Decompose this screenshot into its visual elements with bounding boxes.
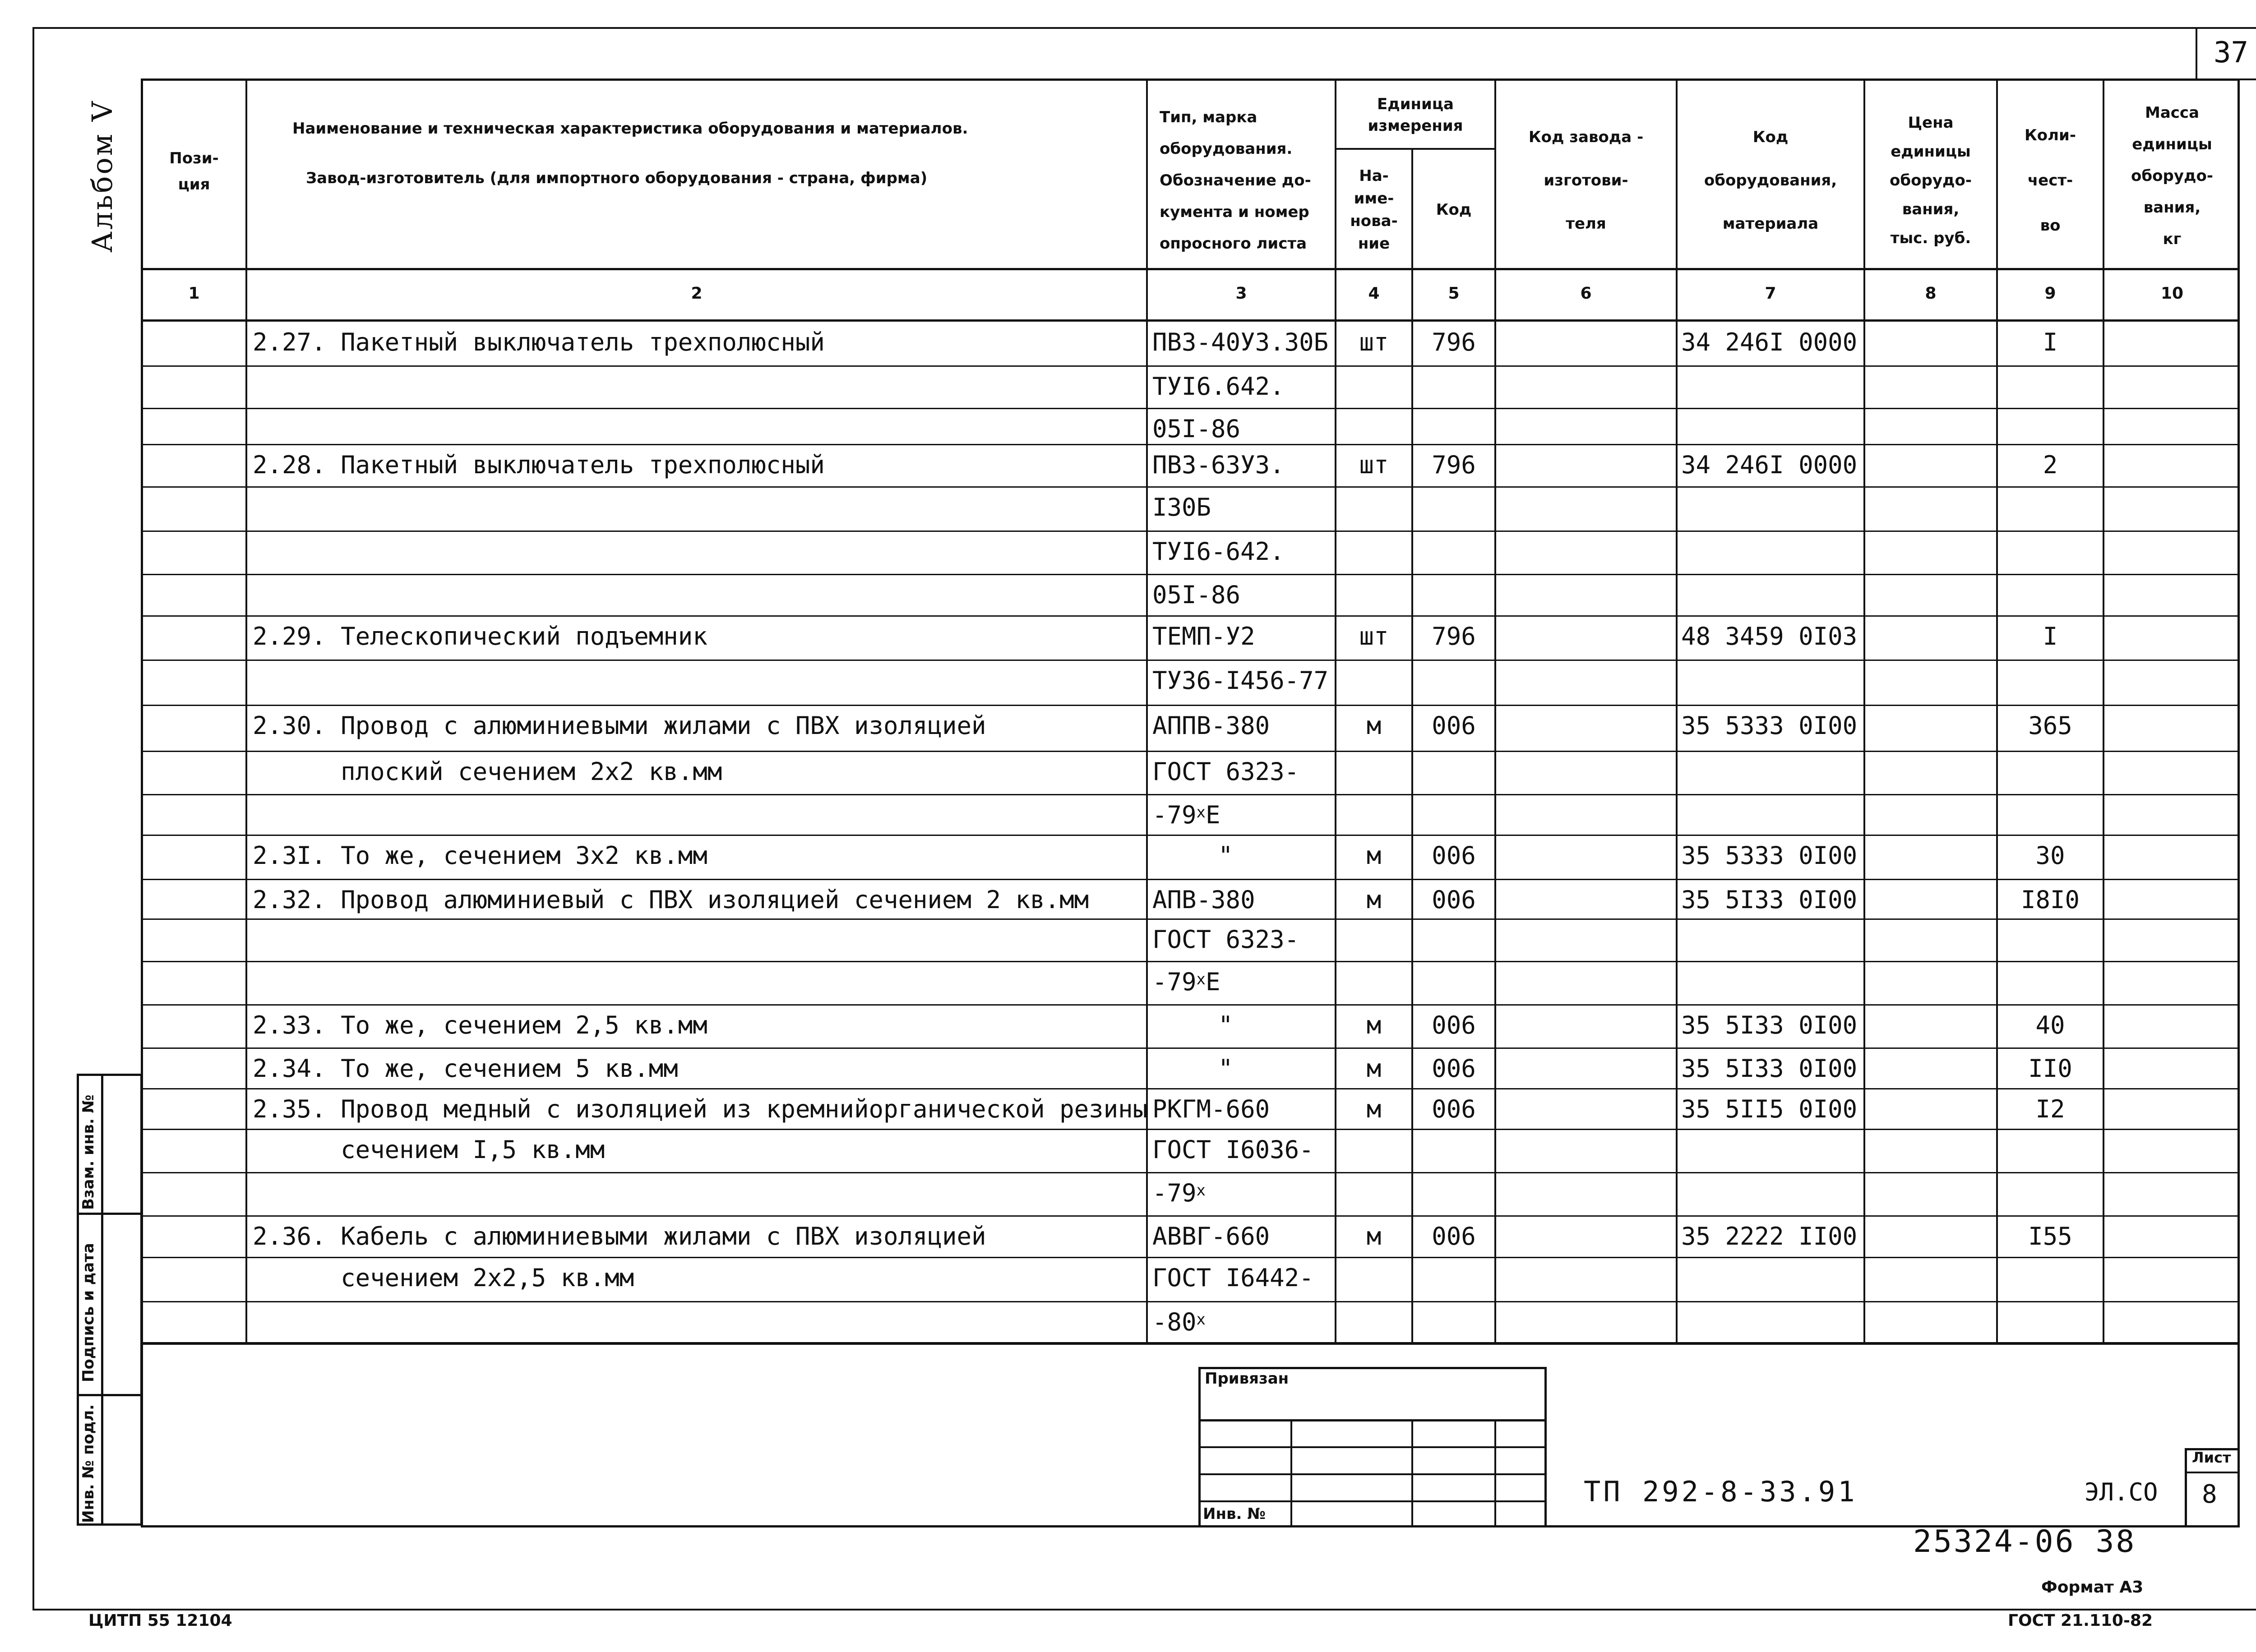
row-name: плоский сечением 2х2 кв.мм <box>253 757 722 786</box>
row-quantity: 365 <box>2028 711 2072 740</box>
row-type-text: " <box>1218 841 1233 870</box>
colnum-2: 2 <box>691 284 703 303</box>
row-unit-code: 796 <box>1432 451 1476 479</box>
row-unit-code: 006 <box>1432 1054 1476 1083</box>
row-unit-code: 796 <box>1432 622 1476 651</box>
row-type-superscript: х <box>1196 1181 1206 1200</box>
row-quantity: 30 <box>2035 841 2065 870</box>
row-name: 2.33. То же, сечением 2,5 кв.мм <box>253 1011 707 1039</box>
row-type <box>1152 665 1328 697</box>
row-type <box>1152 924 1299 955</box>
row-material-code: 35 5333 0I00 <box>1681 841 1858 870</box>
header-unit-name: На- име- нова- ние <box>1350 167 1398 253</box>
row-type <box>1152 1177 1206 1209</box>
col-line-2 <box>1146 78 1148 1344</box>
row-type-superscript: х <box>1196 970 1206 988</box>
list-box-line <box>2185 1472 2240 1473</box>
row-separator <box>141 751 2240 752</box>
row-type <box>1152 966 1220 998</box>
row-type <box>1218 1053 1233 1084</box>
row-unit: м <box>1366 1054 1382 1083</box>
colnum-bottom-line <box>141 319 2240 322</box>
row-unit-code: 006 <box>1432 1011 1476 1039</box>
row-separator <box>141 1215 2240 1217</box>
row-type-text: ПВЗ-63УЗ. <box>1152 451 1285 479</box>
header-quantity: Коли- чест- во <box>2025 126 2076 235</box>
row-type-superscript: х <box>1196 1311 1206 1329</box>
header-unit-code: Код <box>1436 201 1472 219</box>
row-name: 2.36. Кабель с алюминиевыми жилами с ПВХ изоляцией <box>253 1222 986 1251</box>
row-separator <box>141 879 2240 880</box>
row-separator <box>141 615 2240 617</box>
row-type-text: 05I-86 <box>1152 581 1241 609</box>
row-material-code: 35 5I33 0I00 <box>1681 1011 1858 1039</box>
header-price: Цена единицы оборудо- вания, тыс. руб. <box>1890 114 1972 247</box>
row-separator <box>141 1301 2240 1302</box>
page-number: 37 <box>2214 36 2249 69</box>
row-quantity: I <box>2043 622 2058 651</box>
row-material-code: 35 2222 II00 <box>1681 1222 1858 1251</box>
row-type <box>1152 1094 1270 1125</box>
row-separator <box>141 1047 2240 1049</box>
row-type-tail: Е <box>1206 968 1220 996</box>
unit-split-line <box>1335 148 1494 150</box>
row-unit-code: 796 <box>1432 328 1476 356</box>
handwritten-number: 25324-06 38 <box>1913 1524 2136 1560</box>
row-name: 2.3I. То же, сечением 3х2 кв.мм <box>253 841 707 870</box>
row-quantity: I8I0 <box>2020 886 2080 914</box>
row-separator <box>141 1004 2240 1006</box>
row-type-text: ТЕМП-У2 <box>1152 622 1255 651</box>
row-type <box>1152 413 1240 445</box>
row-separator <box>141 408 2240 409</box>
col-line-5 <box>1494 78 1496 1344</box>
row-unit: м <box>1366 1011 1382 1039</box>
row-type <box>1152 799 1220 831</box>
row-name: 2.35. Провод медный с изоляцией из кремнийорганической резины <box>253 1095 1148 1123</box>
row-material-code: 35 5I33 0I00 <box>1681 886 1858 914</box>
row-name: сечением I,5 кв.мм <box>253 1135 605 1164</box>
colnum-1: 1 <box>188 284 200 303</box>
row-unit: м <box>1366 1222 1382 1251</box>
row-type <box>1152 579 1240 611</box>
row-type-text: ГОСТ I6036- <box>1152 1135 1314 1164</box>
row-type <box>1152 756 1299 788</box>
row-type-text: ГОСТ I6442- <box>1152 1264 1314 1292</box>
row-type <box>1152 884 1255 916</box>
colnum-10: 10 <box>2160 284 2184 303</box>
row-type-text: -79 <box>1152 1179 1197 1207</box>
row-type <box>1152 621 1255 652</box>
header-type: Тип, марка оборудования. Обозначение до- кумента и номер опросного листа <box>1160 108 1311 253</box>
row-type-superscript: х <box>1196 803 1206 821</box>
row-type-text: ГОСТ 6323- <box>1152 925 1299 954</box>
row-material-code: 34 246I 0000 <box>1681 328 1858 356</box>
row-separator <box>141 961 2240 962</box>
row-separator <box>141 705 2240 706</box>
row-type <box>1152 710 1270 742</box>
row-unit: м <box>1366 841 1382 870</box>
list-label: Лист <box>2192 1449 2231 1466</box>
doc-code: ТП 292-8-33.91 <box>1584 1475 1858 1508</box>
inv-no-label: Инв. № <box>1203 1505 1266 1523</box>
row-type-text: -80 <box>1152 1308 1197 1336</box>
header-name: Наименование и техническая характеристика оборудования и материалов. Завод-изготовитель (для импортного оборудования - страна, фирма) <box>292 120 968 187</box>
row-separator <box>141 1172 2240 1173</box>
row-material-code: 35 5II5 0I00 <box>1681 1095 1858 1123</box>
side-label-signature: Подпись и дата <box>79 1243 97 1382</box>
row-separator <box>141 918 2240 920</box>
row-type <box>1152 1306 1206 1338</box>
row-unit: шт <box>1359 451 1389 479</box>
row-name: 2.30. Провод с алюминиевыми жилами с ПВХ изоляцией <box>253 711 986 740</box>
row-unit: м <box>1366 886 1382 914</box>
row-unit: м <box>1366 711 1382 740</box>
colnum-8: 8 <box>1925 284 1937 303</box>
format-label: Формат А3 <box>2041 1578 2144 1597</box>
privyazan-vline-3 <box>1494 1419 1496 1527</box>
row-type-text: АПВ-380 <box>1152 886 1255 914</box>
row-separator <box>141 574 2240 575</box>
col-line-9 <box>2103 78 2104 1344</box>
col-line-6 <box>1676 78 1678 1344</box>
side-label-inventory: Инв. № подл. <box>79 1404 97 1523</box>
row-type <box>1152 1262 1314 1294</box>
row-type <box>1152 371 1285 402</box>
row-type-text: АВВГ-660 <box>1152 1222 1270 1251</box>
row-type <box>1152 327 1328 358</box>
side-label-replace: Взам. инв. № <box>79 1094 97 1210</box>
row-type-text: АППВ-380 <box>1152 711 1270 740</box>
colnum-6: 6 <box>1580 284 1592 303</box>
row-separator <box>141 794 2240 795</box>
side-strip-line-1 <box>77 1213 143 1215</box>
row-type-text: I30Б <box>1152 493 1211 521</box>
row-quantity: I <box>2043 328 2058 356</box>
header-mass: Масса единицы оборудо- вания, кг <box>2131 104 2213 248</box>
colnum-3: 3 <box>1235 284 1247 303</box>
colnum-4: 4 <box>1368 284 1380 303</box>
side-strip-vline <box>101 1074 103 1526</box>
header-bottom-line <box>141 268 2240 270</box>
row-name: 2.32. Провод алюминиевый с ПВХ изоляцией сечением 2 кв.мм <box>253 886 1089 914</box>
row-unit-code: 006 <box>1432 841 1476 870</box>
bottom-right-code: ГОСТ 21.110-82 <box>2008 1611 2153 1630</box>
row-quantity: I55 <box>2028 1222 2072 1251</box>
row-name: сечением 2х2,5 кв.мм <box>253 1264 634 1292</box>
row-separator <box>141 365 2240 367</box>
row-type-text: ТУI6.642. <box>1152 372 1285 401</box>
row-type <box>1218 840 1233 872</box>
row-name: 2.27. Пакетный выключатель трехполюсный <box>253 328 825 356</box>
row-unit-code: 006 <box>1432 1095 1476 1123</box>
row-material-code: 34 246I 0000 <box>1681 451 1858 479</box>
row-type-text: -79 <box>1152 801 1197 829</box>
row-name: 2.28. Пакетный выключатель трехполюсный <box>253 451 825 479</box>
side-strip-line-2 <box>77 1394 143 1396</box>
header-material-code: Код оборудования, материала <box>1704 128 1837 233</box>
row-type <box>1152 536 1285 568</box>
row-unit: шт <box>1359 328 1389 356</box>
row-quantity: 2 <box>2043 451 2058 479</box>
row-material-code: 35 5I33 0I00 <box>1681 1054 1858 1083</box>
row-separator <box>141 660 2240 661</box>
row-unit: шт <box>1359 622 1389 651</box>
row-material-code: 48 3459 0I03 <box>1681 622 1858 651</box>
row-quantity: I2 <box>2035 1095 2065 1123</box>
row-type-text: " <box>1218 1011 1233 1039</box>
row-type-text: РКГМ-660 <box>1152 1095 1270 1123</box>
row-separator <box>141 1129 2240 1130</box>
row-name: 2.29. Телескопический подъемник <box>253 622 707 651</box>
row-type-text: ПВЗ-40УЗ.30Б <box>1152 328 1329 356</box>
row-type <box>1152 492 1211 523</box>
privyazan-vline-2 <box>1411 1419 1413 1527</box>
row-type <box>1152 449 1285 481</box>
privyazan-vline-1 <box>1290 1419 1292 1527</box>
row-separator <box>141 1088 2240 1089</box>
bottom-frame <box>141 1343 2240 1527</box>
header-position: Пози- ция <box>169 149 219 194</box>
album-label: Альбом V <box>86 99 119 253</box>
header-factory-code: Код завода - изготови- теля <box>1528 128 1644 233</box>
row-type <box>1218 1010 1233 1041</box>
row-type-text: " <box>1218 1054 1233 1083</box>
list-number: 8 <box>2202 1480 2217 1509</box>
row-unit-code: 006 <box>1432 711 1476 740</box>
row-unit-code: 006 <box>1432 1222 1476 1251</box>
row-separator <box>141 531 2240 532</box>
row-type-text: 05I-86 <box>1152 415 1241 443</box>
row-separator <box>141 1257 2240 1258</box>
colnum-7: 7 <box>1765 284 1776 303</box>
row-material-code: 35 5333 0I00 <box>1681 711 1858 740</box>
row-unit: м <box>1366 1095 1382 1123</box>
colnum-9: 9 <box>2044 284 2056 303</box>
row-quantity: 40 <box>2035 1011 2065 1039</box>
row-type-tail: Е <box>1206 801 1220 829</box>
row-separator <box>141 835 2240 836</box>
row-type <box>1152 1134 1314 1166</box>
col-line-7 <box>1863 78 1865 1344</box>
row-name: 2.34. То же, сечением 5 кв.мм <box>253 1054 678 1083</box>
row-type-text: ТУ36-I456-77 <box>1152 666 1329 695</box>
sheet-mark: ЭЛ.СО <box>2085 1478 2158 1506</box>
bottom-left-code: ЦИТП 55 12104 <box>88 1611 232 1630</box>
row-quantity: II0 <box>2028 1054 2072 1083</box>
row-type-text: ТУI6-642. <box>1152 537 1285 566</box>
row-type-text: -79 <box>1152 968 1197 996</box>
row-separator <box>141 486 2240 488</box>
colnum-5: 5 <box>1448 284 1460 303</box>
header-unit: Единица измерения <box>1368 95 1463 135</box>
row-unit-code: 006 <box>1432 886 1476 914</box>
row-type-text: ГОСТ 6323- <box>1152 757 1299 786</box>
col-line-1 <box>245 78 247 1344</box>
row-type <box>1152 1221 1270 1252</box>
privyazan-label: Привязан <box>1205 1370 1289 1388</box>
